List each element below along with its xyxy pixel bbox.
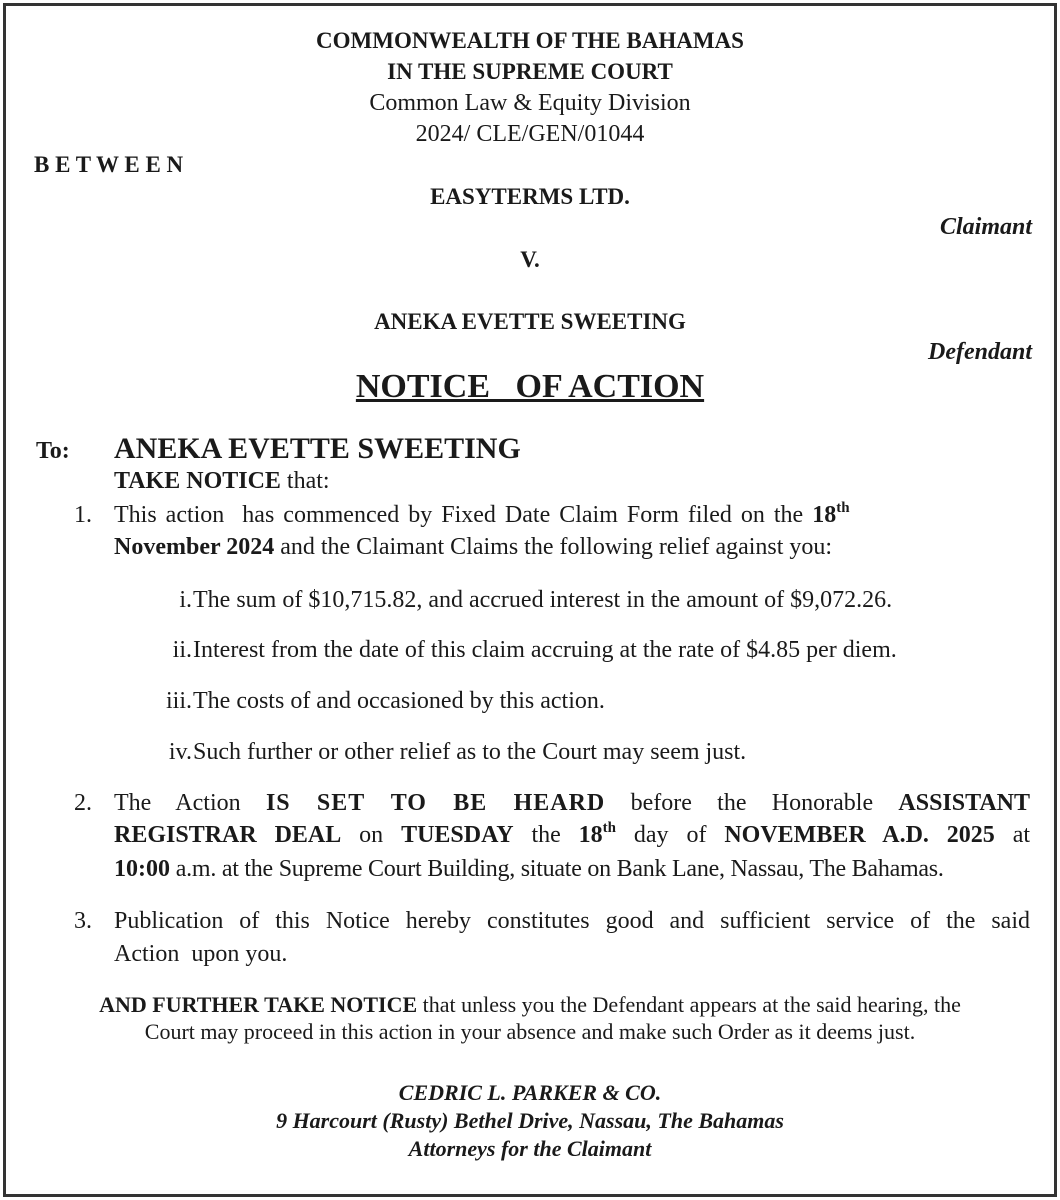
item-2-day: 18 (578, 822, 603, 848)
relief-2-text: Interest from the date of this claim accruing at the rate of $4.85 per diem. (193, 637, 897, 663)
item-2-before: before the Honorable (630, 790, 874, 816)
document-title: NOTICE OF ACTION (355, 368, 705, 405)
item-2-line-2 (114, 822, 1030, 849)
further-notice-bold: AND FURTHER TAKE NOTICE (99, 992, 418, 1017)
defendant-role: Defendant (928, 339, 1032, 365)
item-2-on: on (359, 822, 384, 848)
item-1-text-a: This action has commenced by Fixed Date Claim Form filed on the (114, 502, 813, 528)
item-1-day: 18 (812, 502, 837, 528)
defendant-name: ANEKA EVETTE SWEETING (374, 309, 686, 334)
item-2-the-action: The Action (114, 790, 241, 816)
further-notice-line-2: Court may proceed in this action in your absence and make such Order as it deems just. (144, 1019, 916, 1044)
relief-2-number: ii. (172, 637, 192, 663)
item-2-location: a.m. at the Supreme Court Building, situate on Bank Lane, Nassau, The Bahamas. (170, 856, 944, 882)
item-3-line-2: Action upon you. (114, 941, 288, 967)
further-notice-rest: that unless you the Defendant appears at the said hearing, the (417, 992, 961, 1017)
item-2-line-3 (114, 856, 944, 883)
item-1-line-2 (114, 534, 832, 561)
item-2-at: at (1012, 822, 1031, 848)
take-notice-rest: that: (280, 468, 330, 494)
relief-3-number: iii. (165, 688, 192, 714)
case-number: 2024/ CLE/GEN/01044 (415, 121, 645, 147)
relief-1-number: i. (179, 587, 192, 613)
court-division: Common Law & Equity Division (369, 90, 691, 116)
item-1-number: 1. (74, 502, 92, 528)
item-1-day-sup: th (836, 500, 850, 516)
further-notice-line-1 (0, 992, 1060, 1018)
item-2-assistant: ASSISTANT (898, 790, 1031, 816)
item-2-number: 2. (74, 790, 92, 816)
item-3-number: 3. (74, 908, 92, 934)
attorney-role: Attorneys for the Claimant (408, 1136, 652, 1161)
item-2-month-year: NOVEMBER A.D. 2025 (724, 822, 995, 848)
relief-3-text: The costs of and occasioned by this action. (193, 688, 605, 714)
item-2-weekday: TUESDAY (401, 822, 514, 848)
versus-label: V. (520, 247, 540, 272)
court-country: COMMONWEALTH OF THE BAHAMAS (316, 28, 744, 53)
item-2-line-1 (114, 790, 1030, 817)
item-1-line-1 (114, 502, 952, 529)
item-3-line-1: Publication of this Notice hereby constitutes good and sufficient service of the said (114, 908, 1030, 934)
attorney-firm: CEDRIC L. PARKER & CO. (398, 1080, 662, 1105)
item-1-month-year: November 2024 (114, 534, 275, 560)
claimant-role: Claimant (939, 214, 1032, 240)
take-notice-line (114, 468, 330, 495)
to-label: To: (36, 438, 70, 464)
attorney-address: 9 Harcourt (Rusty) Bethel Drive, Nassau, The Bahamas (276, 1108, 784, 1133)
relief-4-number: iv. (168, 739, 192, 765)
relief-4-text: Such further or other relief as to the Court may seem just. (193, 739, 747, 765)
item-2-time: 10:00 (114, 856, 170, 882)
between-label: B E T W E E N (34, 152, 184, 177)
claimant-name: EASYTERMS LTD. (430, 184, 630, 209)
relief-1-text: The sum of $10,715.82, and accrued interest in the amount of $9,072.26. (193, 587, 893, 613)
item-2-day-of: day of (633, 822, 707, 848)
addressee-name: ANEKA EVETTE SWEETING (114, 432, 521, 465)
item-2-heard: IS SET TO BE HEARD (265, 790, 606, 816)
item-2-registrar: REGISTRAR DEAL (114, 822, 342, 848)
take-notice-bold: TAKE NOTICE (114, 468, 281, 494)
item-2-day-sup: th (602, 820, 617, 836)
court-name: IN THE SUPREME COURT (387, 59, 673, 84)
item-1-text-b: and the Claimant Claims the following relief against you: (274, 534, 833, 560)
item-2-the: the (531, 822, 561, 848)
